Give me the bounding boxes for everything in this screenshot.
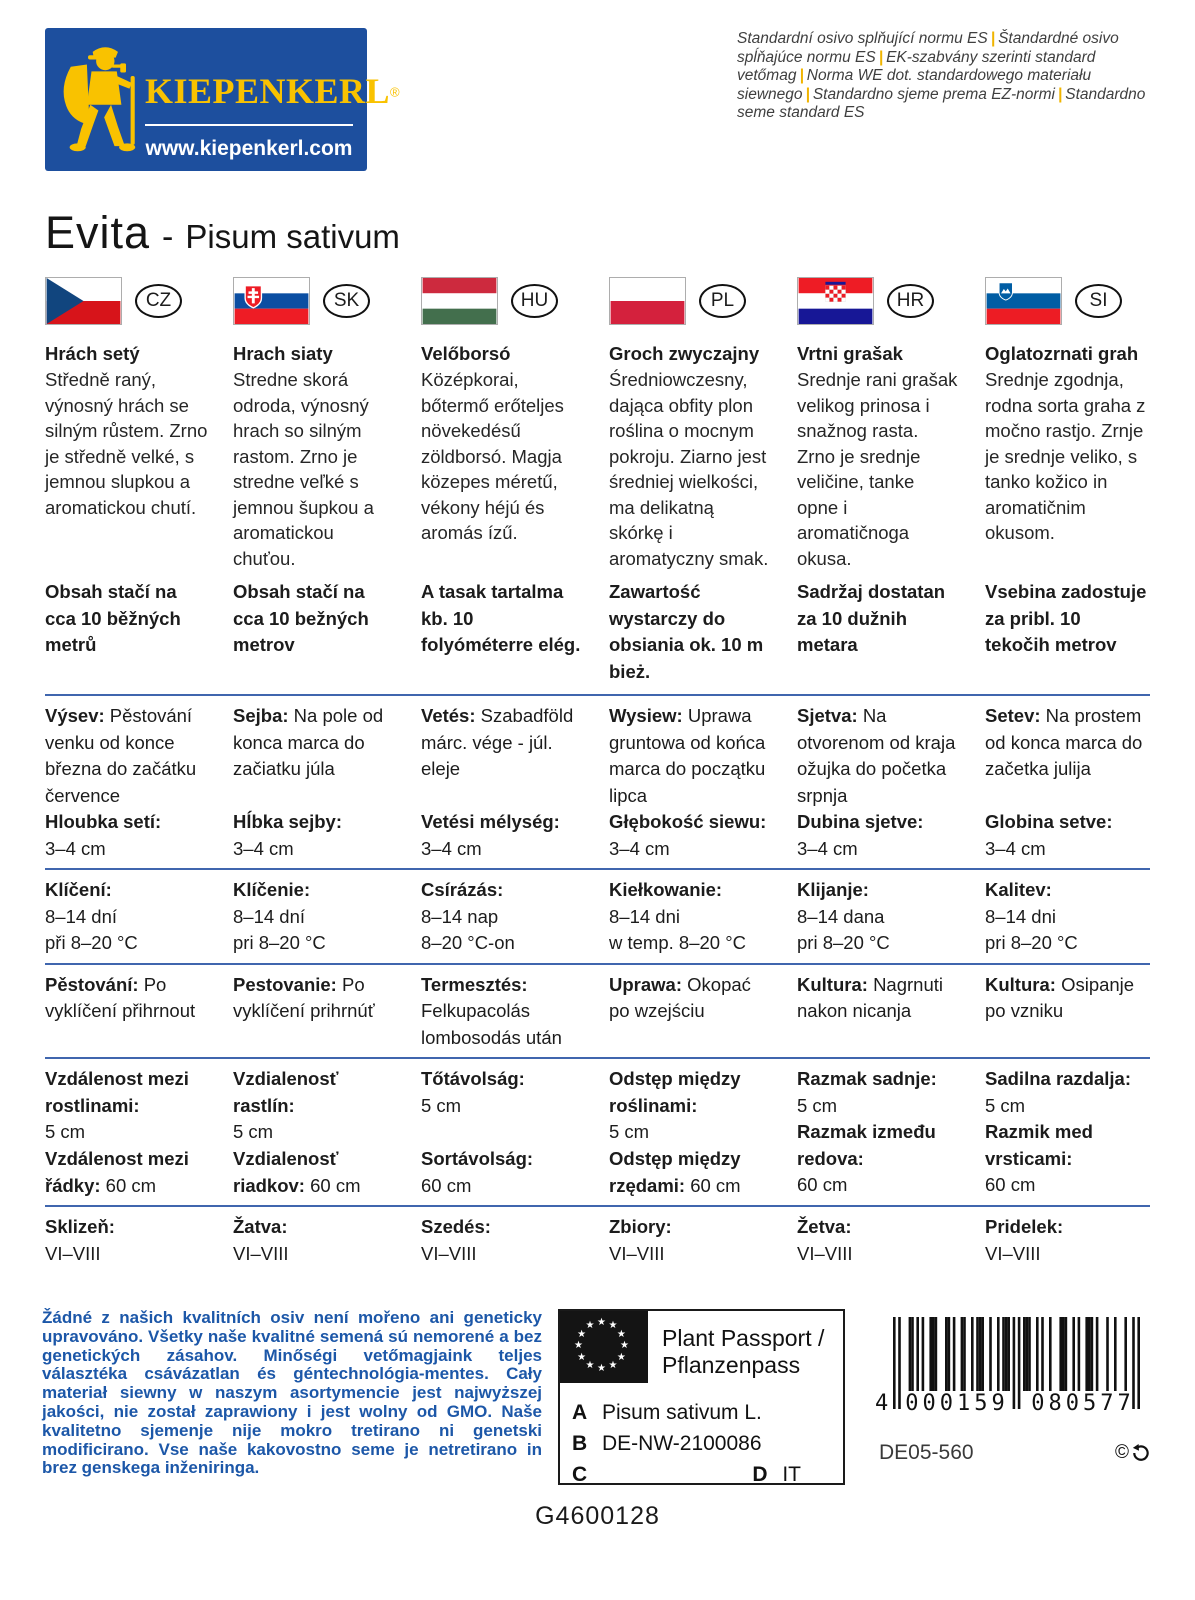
content-sufficiency: Zawartość wystarczy do obsiania ok. 10 m bież. <box>609 581 764 682</box>
header <box>0 0 1195 171</box>
passport-row-a: A Pisum sativum L. <box>572 1401 762 1424</box>
passport-title <box>662 1325 824 1379</box>
brand-line <box>145 70 400 112</box>
barcode-subline <box>875 1441 1151 1465</box>
harvest-cell: Sklizeň: VI–VIII <box>45 1216 115 1264</box>
notice-segment: Štandardné osivo spĺňajúce normu ES <box>737 30 1119 66</box>
flag-cz-icon <box>45 277 122 325</box>
passport-row-cd: C D IT <box>572 1463 801 1486</box>
kiepenkerl-logo <box>45 28 400 171</box>
description-cell <box>421 341 586 579</box>
germination-cell: Csírázás: 8–14 nap 8–20 °C-on <box>421 879 515 953</box>
flag-hu-icon <box>421 277 498 325</box>
notice-separator: | <box>799 67 804 84</box>
eu-star: ★ <box>585 1359 595 1371</box>
harvest-cell: Žetva: VI–VIII <box>797 1216 853 1264</box>
cultivation-cell: Kultura: Osipanje po vzniku <box>985 973 1135 1021</box>
crop-description: Středně raný, výnosný hrách se silným růstem. Zrno je středně velké, s jemnou slupkou a aromatickou chutí. <box>45 369 208 518</box>
language-flag-cell <box>797 277 962 325</box>
passport-title-line2: Pflanzenpass <box>662 1352 801 1378</box>
crop-name: Velőborsó <box>421 343 511 364</box>
plant-spacing: Odstęp między roślinami: 5 cm <box>609 1068 741 1142</box>
language-flag-cell <box>985 277 1150 325</box>
row-spacing: Vzdialenosť riadkov: 60 cm <box>233 1148 361 1196</box>
barcode-block <box>875 1309 1151 1465</box>
usage-cell <box>609 579 774 685</box>
cultivation-cell: Pěstování: Po vyklíčení přihrnout <box>45 973 196 1021</box>
eu-star: ★ <box>608 1359 618 1371</box>
sowing-depth: Dubina sjetve: 3–4 cm <box>797 811 924 859</box>
usage-cell <box>233 579 398 685</box>
row-spacing: Razmik med vrsticami: 60 cm <box>985 1121 1093 1195</box>
batch-code: DE05-560 <box>879 1441 974 1464</box>
crop-description: Srednje zgodnja, rodna sorta graha z močno rastjo. Zrnje je srednje veliko, s tanko kožico in aromatičnim okusom. <box>985 369 1146 543</box>
crop-description: Stredne skorá odroda, výnosný hrach so silným rastom. Zrno je stredne veľké s jemnou šupkou a aromatickou chuťou. <box>233 369 374 569</box>
eu-star: ★ <box>574 1340 583 1351</box>
logo-divider <box>145 124 353 126</box>
footer <box>0 1309 1195 1485</box>
barcode-digits-right: 080577 <box>1031 1391 1135 1416</box>
usage-cell <box>797 579 962 685</box>
sowing-depth: Hĺbka sejby: 3–4 cm <box>233 811 342 859</box>
plant-spacing: Sadilna razdalja: 5 cm <box>985 1068 1131 1116</box>
row-spacing: Razmak između redova: 60 cm <box>797 1121 936 1195</box>
page-title <box>45 207 1195 259</box>
cultivation-cell: Kultura: Nagrnuti nakon nicanja <box>797 973 943 1021</box>
passport-row-b: B DE-NW-2100086 <box>572 1432 762 1455</box>
notice-segment: Standardno seme standard ES <box>737 85 1146 121</box>
plant-spacing: Tőtávolság: 5 cm <box>421 1068 525 1116</box>
sowing-info: Vetés: Szabadföld márc. vége - júl. eleje <box>421 705 574 779</box>
sowing-cell <box>985 703 1150 862</box>
website-url: www.kiepenkerl.com <box>145 137 353 160</box>
sowing-info: Wysiew: Uprawa gruntowa od końca marca do początku lipca <box>609 705 766 806</box>
content-sufficiency: A tasak tartalma kb. 10 folyóméterre elég. <box>421 581 581 655</box>
notice-segment: EK-szabvány szerinti standard vetőmag <box>737 48 1096 84</box>
sowing-cell <box>421 703 586 862</box>
cultivation-cell: Uprawa: Okopać po wzejściu <box>609 973 751 1021</box>
language-flag-cell <box>609 277 774 325</box>
germination-cell: Kiełkowanie: 8–14 dni w temp. 8–20 °C <box>609 879 746 953</box>
germination-cell: Klíčenie: 8–14 dní pri 8–20 °C <box>233 879 326 953</box>
eu-star: ★ <box>585 1320 595 1332</box>
crop-name: Oglatozrnati grah <box>985 343 1139 364</box>
spacing-cell <box>233 1066 398 1199</box>
notice-segment: Standardní osivo splňující normu ES <box>737 30 988 47</box>
product-code: G4600128 <box>535 1502 660 1530</box>
notice-separator: | <box>990 30 996 47</box>
eu-star: ★ <box>597 1317 606 1328</box>
spacing-cell <box>985 1066 1150 1199</box>
recycle-loop-icon <box>1130 1443 1151 1463</box>
description-cell <box>797 341 962 579</box>
germination-cell: Klijanje: 8–14 dana pri 8–20 °C <box>797 879 890 953</box>
eu-star: ★ <box>577 1328 587 1340</box>
barcode-digit-first: 4 <box>875 1391 889 1416</box>
harvest-cell: Zbiory: VI–VIII <box>609 1216 672 1264</box>
crop-description: Középkorai, bőtermő erőteljes növekedésű zöldborsó. Magja közepes méretű, vékony héjú és aromás ízű. <box>421 369 564 543</box>
notice-separator: | <box>805 85 810 103</box>
language-columns <box>45 277 1150 1275</box>
harvest-cell: Žatva: VI–VIII <box>233 1216 289 1264</box>
country-code-badge: HU <box>511 284 558 318</box>
crop-name: Hrách setý <box>45 343 140 364</box>
description-cell <box>985 341 1150 579</box>
sowing-info: Sjetva: Na otvorenom od kraja ožujka do početka srpnja <box>797 705 956 806</box>
country-code-badge: CZ <box>135 284 182 318</box>
flag-hr-icon <box>797 277 874 325</box>
spacing-cell <box>797 1066 962 1199</box>
language-flag-cell <box>45 277 210 325</box>
usage-cell <box>45 579 210 685</box>
sowing-info: Sejba: Na pole od konca marca do začiatku júla <box>233 705 384 779</box>
sowing-info: Výsev: Pěstování venku od konce března do začátku července <box>45 705 197 806</box>
sowing-depth: Hloubka setí: 3–4 cm <box>45 811 162 859</box>
standard-notice <box>737 30 1157 123</box>
language-flag-cell <box>233 277 398 325</box>
content-sufficiency: Obsah stačí na cca 10 běžných metrů <box>45 581 181 655</box>
content-sufficiency: Sadržaj dostatan za 10 dužnih metara <box>797 581 946 655</box>
eu-star: ★ <box>608 1320 618 1332</box>
usage-cell <box>985 579 1150 685</box>
language-flag-cell <box>421 277 586 325</box>
row-spacing: Odstęp między rzędami: 60 cm <box>609 1148 741 1196</box>
germination-cell: Klíčení: 8–14 dní při 8–20 °C <box>45 879 138 953</box>
description-cell <box>233 341 398 579</box>
registered-mark: ® <box>390 84 400 100</box>
spacing-cell <box>45 1066 210 1199</box>
cultivation-cell: Termesztés: Felkupacolás lombosodás után <box>421 973 562 1048</box>
species-name: Pisum sativum <box>185 218 400 255</box>
flag-si-icon <box>985 277 1062 325</box>
sowing-cell <box>609 703 774 862</box>
description-cell <box>609 341 774 579</box>
plant-passport-box <box>558 1309 845 1485</box>
sowing-info: Setev: Na prostem od konca marca do začetka julija <box>985 705 1143 779</box>
notice-segment: Norma WE dot. standardowego materiału siewnego <box>737 67 1092 103</box>
sowing-depth: Globina setve: 3–4 cm <box>985 811 1113 859</box>
spacing-cell <box>609 1066 774 1199</box>
notice-separator: | <box>878 48 884 66</box>
description-cell <box>45 341 210 579</box>
crop-name: Hrach siaty <box>233 343 333 364</box>
eu-star: ★ <box>616 1328 626 1340</box>
usage-cell <box>421 579 586 685</box>
row-spacing: Sortávolság: 60 cm <box>421 1148 534 1196</box>
title-separator: - <box>162 218 174 256</box>
notice-segment: Standardno sjeme prema EZ-normi <box>812 85 1055 103</box>
germination-cell: Kalitev: 8–14 dni pri 8–20 °C <box>985 879 1078 953</box>
copyright-recycle-mark <box>1115 1442 1151 1464</box>
country-code-badge: SI <box>1075 284 1122 318</box>
eu-stars-icon <box>560 1311 648 1383</box>
plant-spacing: Razmak sadnje: 5 cm <box>797 1068 937 1116</box>
country-code-badge: PL <box>699 284 746 318</box>
gmo-statement: Žádné z našich kvalitních osiv není mořeno ani geneticky upravováno. Všetky naše kvalitné semená sú nemorené a bez genetických zásahov. Minőségi vetőmagjaink teljes választéka csávázatlan és géntechnológia-mentes. Cały materiał siewny w naszym asortymencie jest najwyższej jakości, nie został zaprawiony i jest wolny od GMO. Naše kvalitetno sjemenje nije mokro tretirano ni genetski modificirano. Vse naše kakovostno seme je netretirano in brez genskega inženiringa. <box>42 1308 542 1478</box>
country-code-badge: SK <box>323 284 370 318</box>
flag-pl-icon <box>609 277 686 325</box>
eu-star: ★ <box>597 1363 606 1374</box>
copyright-mark: © <box>1115 1442 1129 1463</box>
crop-name: Groch zwyczajny <box>609 343 760 364</box>
flag-sk-icon <box>233 277 310 325</box>
eu-star: ★ <box>620 1340 629 1351</box>
kiepenkerl-man-icon <box>57 40 149 158</box>
passport-title-line1: Plant Passport / <box>662 1325 825 1351</box>
harvest-cell: Szedés: VI–VIII <box>421 1216 491 1264</box>
eu-star: ★ <box>616 1351 626 1363</box>
crop-description: Srednje rani grašak velikog prinosa i snažnog rasta. Zrno je srednje veličine, tanke opne i aromatičnoga okusa. <box>797 369 958 569</box>
sowing-depth: Głębokość siewu: 3–4 cm <box>609 811 767 859</box>
ean-barcode <box>875 1317 1143 1423</box>
variety-name: Evita <box>45 207 151 258</box>
barcode-digits-left: 000159 <box>905 1391 1009 1416</box>
sowing-cell <box>45 703 210 862</box>
content-sufficiency: Obsah stačí na cca 10 bežných metrov <box>233 581 369 655</box>
notice-separator: | <box>1057 85 1063 103</box>
sowing-cell <box>233 703 398 862</box>
sowing-cell <box>797 703 962 862</box>
plant-spacing: Vzdálenost mezi rostlinami: 5 cm <box>45 1068 189 1142</box>
crop-description: Średniowczesny, dająca obfity plon roślina o mocnym pokroju. Ziarno jest średniej wielkości, ma delikatną skórkę i aromatyczny smak. <box>609 369 769 569</box>
sowing-depth: Vetési mélység: 3–4 cm <box>421 811 560 859</box>
harvest-cell: Pridelek: VI–VIII <box>985 1216 1064 1264</box>
brand-name: KIEPENKERL <box>145 71 391 111</box>
cultivation-cell: Pestovanie: Po vyklíčení prihrnúť <box>233 973 375 1021</box>
row-spacing: Vzdálenost mezi řádky: 60 cm <box>45 1148 189 1196</box>
country-code-badge: HR <box>887 284 934 318</box>
crop-name: Vrtni grašak <box>797 343 903 364</box>
spacing-cell <box>421 1066 586 1199</box>
passport-rows <box>572 1397 835 1490</box>
eu-star: ★ <box>577 1351 587 1363</box>
content-sufficiency: Vsebina zadostuje za pribl. 10 tekočih metrov <box>985 581 1147 655</box>
plant-spacing: Vzdialenosť rastlín: 5 cm <box>233 1068 339 1142</box>
